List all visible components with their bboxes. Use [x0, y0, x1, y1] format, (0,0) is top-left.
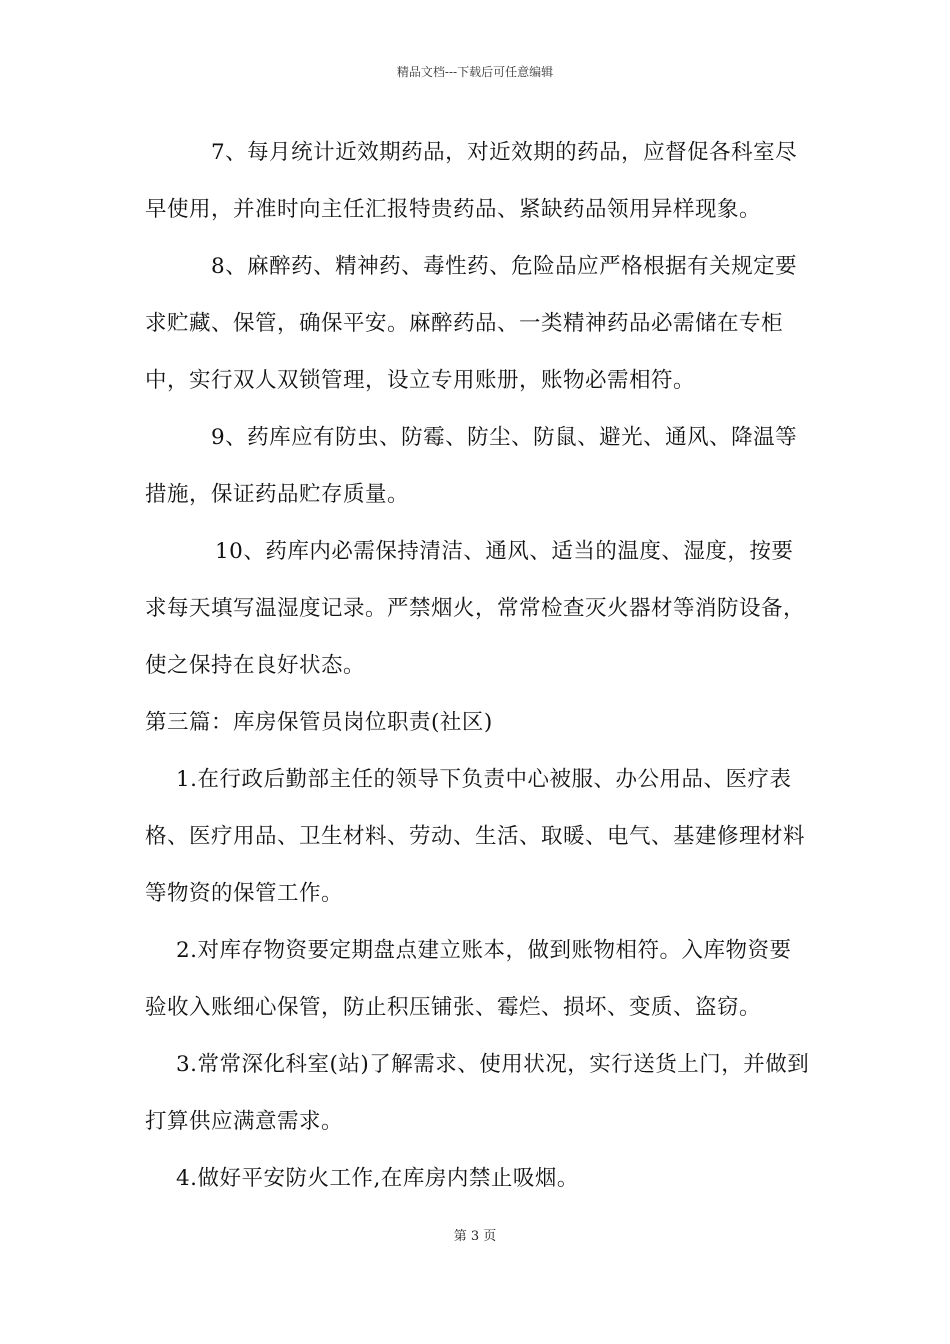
paragraph-item-7: 7、每月统计近效期药品，对近效期的药品，应督促各科室尽早使用，并准时向主任汇报特贵药品、紧缺药品领用异样现象。 [145, 140, 798, 222]
paragraph-item-9: 9、药库应有防虫、防霉、防尘、防鼠、避光、通风、降温等措施，保证药品贮存质量。 [145, 425, 798, 507]
paragraph-item-8: 8、麻醉药、精神药、毒性药、危险品应严格根据有关规定要求贮藏、保管，确保平安。麻醉药品、一类精神药品必需储在专柜中，实行双人双锁管理，设立专用账册，账物必需相符。 [145, 254, 798, 393]
paragraph-duty-1: 1.在行政后勤部主任的领导下负责中心被服、办公用品、医疗表格、医疗用品、卫生材料、劳动、生活、取暖、电气、基建修理材料等物资的保管工作。 [145, 767, 806, 906]
paragraph-duty-2: 2.对库存物资要定期盘点建立账本，做到账物相符。入库物资要验收入账细心保管，防止积压铺张、霉烂、损坏、变质、盗窃。 [145, 938, 792, 1020]
section-heading: 第三篇：库房保管员岗位职责(社区) [145, 710, 493, 735]
paragraph-item-10: 10、药库内必需保持清洁、通风、适当的温度、湿度，按要求每天填写温湿度记录。严禁烟火，常常检查灭火器材等消防设备，使之保持在良好状态。 [145, 539, 806, 678]
paragraph-duty-4: 4.做好平安防火工作,在库房内禁止吸烟。 [176, 1166, 579, 1191]
page-number: 第 3 页 [453, 1229, 497, 1244]
document-body [145, 124, 810, 1207]
page-header: 精品文档---下载后可任意编辑 [396, 65, 554, 79]
paragraph-duty-3: 3.常常深化科室(站)了解需求、使用状况，实行送货上门，并做到打算供应满意需求。 [145, 1052, 810, 1134]
